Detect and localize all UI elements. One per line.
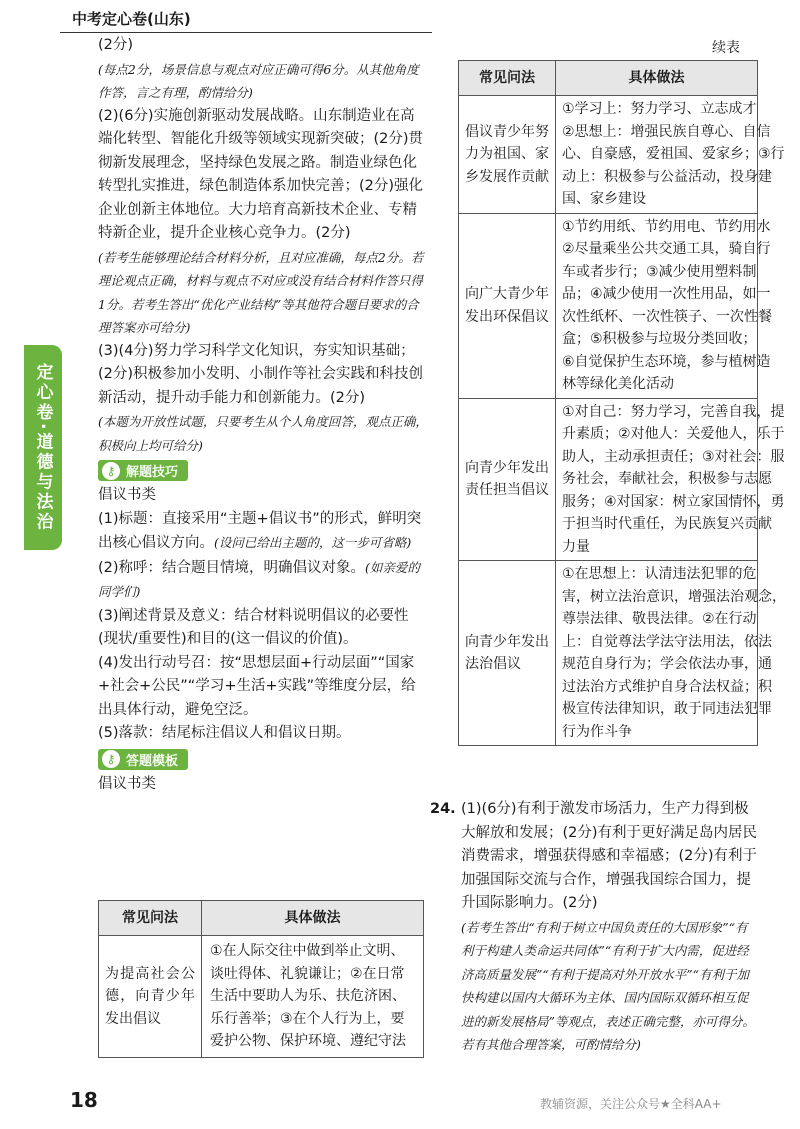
answer-part-2: (2)(6分)实施创新驱动发展战略。山东制造业在高端化转型、智能化升级等领域实现新突破；(2分)贯彻新发展理念，坚持绿色发展之路。制造业绿色化转型扎实推进，绿色制造体系加快完善；(2分)强化企业创新主体地位。大力培育高新技术企业、专精特新企业，提升企业核心竞争力。(2分)	[98, 107, 424, 241]
question-number: 24.	[430, 801, 456, 817]
practice-cell: ①节约用纸、节约用电、节约用水 ②尽量乘坐公共交通工具，骑自行 车或者步行；③减少使用塑料制 品；④减少使用一次性用品，如一 次性纸杯、一次性筷子、一次性餐 盒；⑤积极参与垃圾分类回收； ⑥自觉保护生态环境，参与植树造 林等绿化美化活动	[556, 213, 758, 398]
page-number: 18	[70, 1088, 98, 1112]
tip-step-1: (1)标题：直接采用“主题+倡议书”的形式，鲜明突出核心倡议方向。(设问已给出主题的，这一步可省略)	[98, 510, 422, 551]
side-tab-label: 定心卷·道德与法治	[32, 362, 53, 533]
header-rule	[60, 32, 432, 33]
side-tab	[24, 345, 62, 550]
tip-badge-label: 解题技巧	[126, 465, 179, 480]
tip-badge-label: 答题模板	[126, 753, 179, 769]
answer-part-3: (3)(4分)努力学习科学文化知识，夯实知识基础；(2分)积极参加小发明、小制作等社会实践和科技创新活动，提升动手能力和创新能力。(2分)	[98, 342, 424, 406]
practice-cell: ①在思想上：认清违法犯罪的危 害，树立法治意识，增强法治观念， 尊崇法律、敬畏法律。②在行动 上：自觉尊法学法守法用法，依法 规范自身行为；学会依法办事，通 过法治方式维护自身合法权益；积 极宣传法律知识，敢于同违法犯罪 行为作斗争	[556, 561, 758, 746]
key-icon: ⚷	[102, 750, 120, 768]
answer-score-line: (2分)	[98, 37, 134, 53]
table-row	[459, 213, 758, 398]
table-header-row	[99, 901, 424, 936]
question-cell: 向广大青少年发出环保倡议	[459, 213, 556, 398]
table-row	[459, 561, 758, 746]
table-row	[459, 398, 758, 561]
question-cell: 为提高社会公德，向青少年发出倡议	[99, 936, 202, 1058]
scoring-note-3: (本题为开放性试题，只要考生从个人角度回答，观点正确，积极向上均可给分)	[98, 414, 428, 453]
column-header-question: 常见问法	[459, 61, 556, 96]
tip-badge-solving	[98, 460, 188, 481]
question-cell: 倡议青少年努力为祖国、家乡发展作贡献	[459, 96, 556, 214]
page-header-title: 中考定心卷(山东)	[72, 10, 191, 28]
scoring-note: (若考生答出“有利于树立中国负责任的大国形象”“有利于构建人类命运共同体”“有利于扩大内需，促进经济高质量发展”“有利于提高对外开放水平”“有利于加快构建以国内大循环为主体、国内国际双循环相互促进的新发展格局”等观点，表述正确完整，亦可得分。若有其他合理答案，可酌情给分)	[461, 919, 755, 1052]
practice-cell: ①在人际交往中做到举止文明、谈吐得体、礼貌谦让；②在日常生活中要助人为乐、扶危济困、乐行善举；③在个人行为上，要爱护公物、保护环境、遵纪守法	[202, 936, 424, 1058]
template-type-heading: 倡议书类	[98, 775, 156, 792]
watermark-text: 教辅资源，关注公众号★全科AA+	[540, 1097, 722, 1111]
column-header-question: 常见问法	[99, 901, 202, 936]
practice-cell: ①学习上：努力学习、立志成才 ②思想上：增强民族自尊心、自信 心、自豪感，爱祖国、爱家乡；③行 动上：积极参与公益活动，投身建 国、家乡建设	[556, 96, 758, 214]
tip-type-heading: 倡议书类	[98, 487, 156, 503]
key-icon: ⚷	[102, 462, 120, 480]
scoring-note-1: (每点2分，场景信息与观点对应正确可得6分。从其他角度作答，言之有理，酌情给分)	[98, 61, 419, 100]
continued-table	[458, 60, 786, 746]
question-cell: 向青少年发出法治倡议	[459, 561, 556, 746]
table-row	[459, 96, 758, 214]
question-cell: 向青少年发出责任担当倡议	[459, 398, 556, 561]
table-row	[99, 936, 424, 1058]
practice-cell: ①对自己：努力学习，完善自我，提 升素质；②对他人：关爱他人，乐于 助人，主动承担责任；③对社会：服 务社会，奉献社会，积极参与志愿 服务；④对国家：树立家国情怀，勇 于担当时代重任，为民族复兴贡献 力量	[556, 398, 758, 561]
column-header-practice: 具体做法	[556, 61, 758, 96]
question-24-answer	[430, 798, 760, 1057]
tip-badge-template	[98, 749, 188, 770]
tip-step-3: (3)阐述背景及意义：结合材料说明倡议的必要性(现状/重要性)和目的(这一倡议的价值)。	[98, 607, 409, 647]
tip-step-4: (4)发出行动号召：按“思想层面+行动层面”“国家+社会+公民”“学习+生活+实践”等维度分层，给出具体行动，避免空泛。	[98, 654, 416, 718]
table-header-row	[459, 61, 758, 96]
template-table	[98, 900, 424, 1058]
column-header-practice: 具体做法	[202, 901, 424, 936]
answer-part-1: (1)(6分)有利于激发市场活力，生产力得到极大解放和发展；(2分)有利于更好满足岛内居民消费需求，增强获得感和幸福感；(2分)有利于加强国际交流与合作，增强我国综合国力，提升国际影响力。(2分)	[461, 801, 758, 911]
continued-label: 续表	[712, 40, 740, 56]
left-column	[98, 34, 428, 796]
scoring-note-2: (若考生能够理论结合材料分析，且对应准确，每点2分。若理论观点正确，材料与观点不对应或没有结合材料作答只得1分。若考生答出“优化产业结构”等其他符合题目要求的合理答案亦可给分)	[98, 249, 424, 335]
tip-step-2: (2)称呼：结合题目情境，明确倡议对象。(如亲爱的同学们)	[98, 559, 420, 599]
tip-step-5: (5)落款：结尾标注倡议人和倡议日期。	[98, 725, 351, 741]
